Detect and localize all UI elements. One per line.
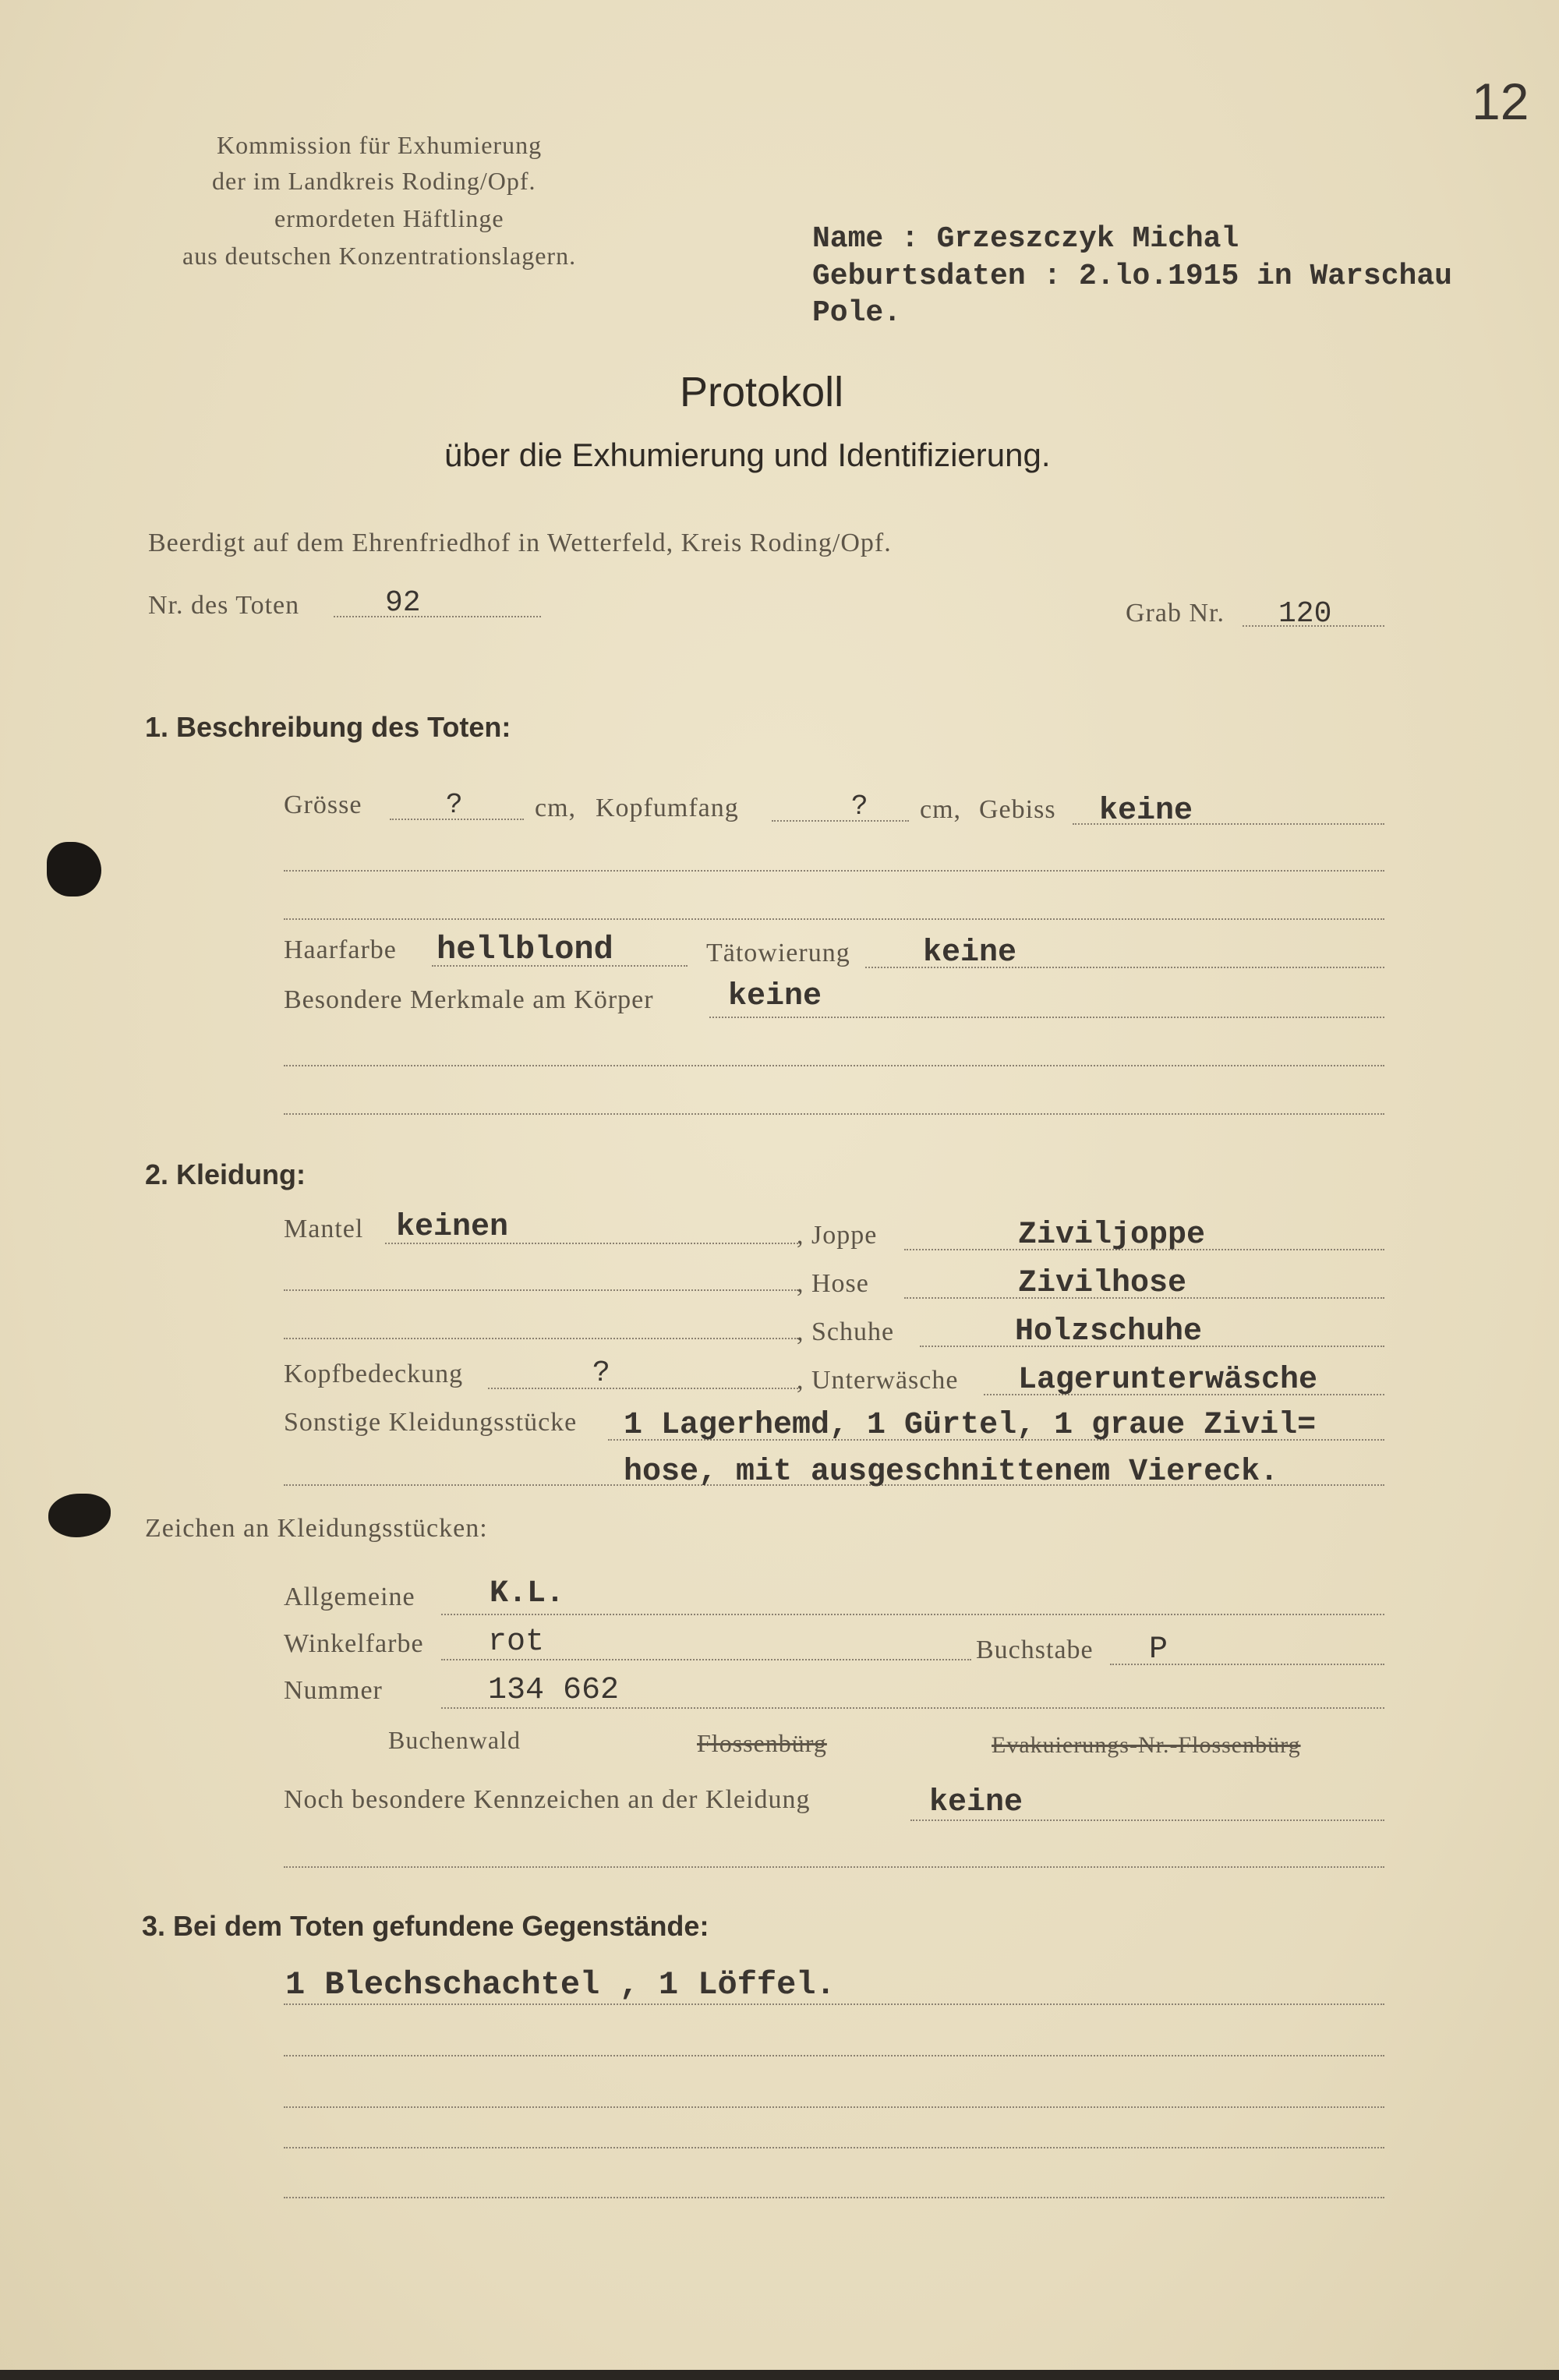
punch-hole-top <box>47 842 101 896</box>
head-label: Kopfumfang <box>596 794 739 822</box>
teeth-value: keine <box>1099 794 1193 829</box>
dead-number-label: Nr. des Toten <box>148 591 300 620</box>
hair-value: hellblond <box>437 931 613 968</box>
page-title: Protokoll <box>680 369 844 416</box>
cm-label-2: cm, <box>920 795 962 824</box>
underwear-value: Lagerunterwäsche <box>1018 1363 1318 1398</box>
nationality-line: Pole. <box>812 296 902 330</box>
further-marks-value: keine <box>929 1785 1023 1820</box>
tattoo-value: keine <box>923 935 1017 971</box>
header-line-3: ermordeten Häftlinge <box>274 204 504 232</box>
cm-label-1: cm, <box>535 794 577 822</box>
trousers-value: Zivilhose <box>1018 1266 1187 1301</box>
number-value: 134 662 <box>488 1673 620 1708</box>
jacket-label: , Joppe <box>797 1221 878 1250</box>
letter-value: P <box>1149 1632 1168 1667</box>
grave-value: 120 <box>1278 597 1332 631</box>
underwear-label: , Unterwäsche <box>797 1366 959 1395</box>
camp-evacuation-number: Evakuierungs-Nr.-Flossenbürg <box>992 1732 1301 1758</box>
found-items-value: 1 Blechschachtel , 1 Löffel. <box>285 1966 836 2003</box>
section3-heading: 3. Bei dem Toten gefundene Gegenstände: <box>142 1910 709 1942</box>
shoes-value: Holzschuhe <box>1015 1314 1203 1349</box>
camp-flossenbuerg: Flossenbürg <box>697 1729 827 1757</box>
burial-line: Beerdigt auf dem Ehrenfriedhof in Wetterfeld, Kreis Roding/Opf. <box>148 529 892 557</box>
other-clothing-value-1: 1 Lagerhemd, 1 Gürtel, 1 graue Zivil= <box>624 1408 1317 1443</box>
name-line: Name : Grzeszczyk Michal <box>812 222 1239 256</box>
dead-number-value: 92 <box>385 586 421 620</box>
section2-heading: 2. Kleidung: <box>145 1158 306 1190</box>
grave-label: Grab Nr. <box>1126 599 1225 628</box>
section1-heading: 1. Beschreibung des Toten: <box>145 711 511 743</box>
teeth-label: Gebiss <box>979 795 1056 824</box>
camp-buchenwald: Buchenwald <box>388 1726 521 1754</box>
other-clothing-label: Sonstige Kleidungsstücke <box>284 1408 578 1437</box>
coat-value: keinen <box>396 1210 509 1245</box>
triangle-color-value: rot <box>488 1625 545 1660</box>
trousers-label: , Hose <box>797 1269 869 1298</box>
jacket-value: Ziviljoppe <box>1018 1218 1206 1253</box>
header-line-2: der im Landkreis Roding/Opf. <box>212 167 536 195</box>
coat-label: Mantel <box>284 1215 364 1243</box>
number-label: Nummer <box>284 1676 383 1705</box>
scan-edge <box>0 2370 1559 2380</box>
punch-hole-bottom <box>48 1494 111 1537</box>
further-marks-label: Noch besondere Kennzeichen an der Kleidung <box>284 1785 811 1814</box>
letter-label: Buchstabe <box>976 1636 1094 1664</box>
size-label: Grösse <box>284 790 362 819</box>
shoes-label: , Schuhe <box>797 1317 895 1346</box>
headwear-label: Kopfbedeckung <box>284 1360 464 1388</box>
hair-label: Haarfarbe <box>284 935 397 964</box>
size-value: ? <box>446 789 463 821</box>
other-clothing-value-2: hose, mit ausgeschnittenem Viereck. <box>624 1455 1279 1490</box>
tattoo-label: Tätowierung <box>706 939 850 967</box>
page-subtitle: über die Exhumierung und Identifizierung. <box>444 437 1051 473</box>
headwear-value: ? <box>592 1356 610 1390</box>
general-label: Allgemeine <box>284 1583 415 1611</box>
header-line-4: aus deutschen Konzentrationslagern. <box>182 242 577 270</box>
birth-line: Geburtsdaten : 2.lo.1915 in Warschau <box>812 260 1452 293</box>
body-marks-label: Besondere Merkmale am Körper <box>284 985 654 1014</box>
head-value: ? <box>851 790 868 822</box>
triangle-color-label: Winkelfarbe <box>284 1629 424 1658</box>
clothing-marks-heading: Zeichen an Kleidungsstücken: <box>145 1514 488 1543</box>
general-value: K.L. <box>490 1576 565 1611</box>
header-line-1: Kommission für Exhumierung <box>217 131 543 159</box>
body-marks-value: keine <box>728 979 822 1014</box>
page-number: 12 <box>1472 72 1529 130</box>
